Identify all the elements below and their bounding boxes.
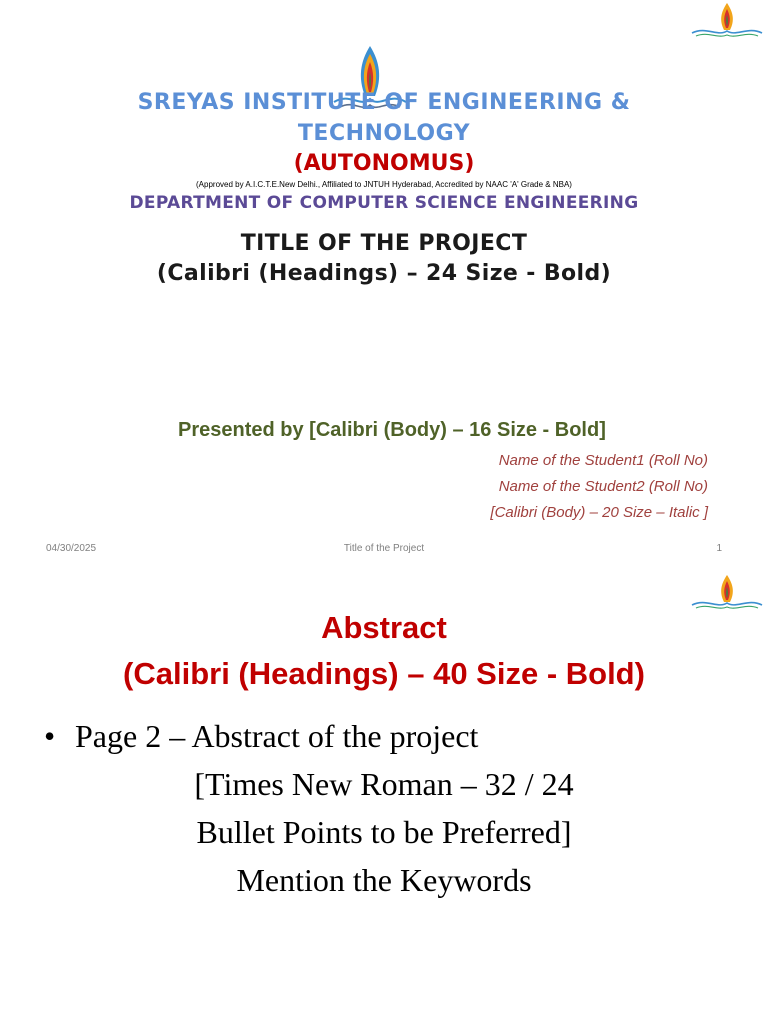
footer-date: 04/30/2025 xyxy=(46,543,97,554)
student-name-2: Name of the Student2 (Roll No) xyxy=(498,478,708,495)
presented-by-heading: Presented by [Calibri (Body) – 16 Size - Bold] xyxy=(178,419,606,441)
institute-name-line2: TECHNOLOGY xyxy=(297,121,471,146)
approval-text: (Approved by A.I.C.T.E.New Delhi., Affiliated to JNTUH Hyderabad, Accredited by NAAC 'A' Grade & NBA) xyxy=(196,180,572,189)
project-title-format-note: (Calibri (Headings) – 24 Size - Bold) xyxy=(156,261,612,286)
institute-name-line1: SREYAS INSTITUTE OF ENGINEERING & xyxy=(137,90,631,115)
footer-page-number: 1 xyxy=(716,543,722,554)
abstract-title: Abstract xyxy=(321,610,447,645)
student-name-1: Name of the Student1 (Roll No) xyxy=(498,452,708,469)
slide-2 xyxy=(0,566,768,1024)
department-name: DEPARTMENT OF COMPUTER SCIENCE ENGINEERING xyxy=(129,193,639,213)
abstract-body-line-4: Mention the Keywords xyxy=(236,862,532,898)
bullet-point: • xyxy=(44,718,56,754)
abstract-body-line-2: [Times New Roman – 32 / 24 xyxy=(194,766,574,802)
autonomous-label: (AUTONOMUS) xyxy=(293,151,475,176)
abstract-body-line-3: Bullet Points to be Preferred] xyxy=(196,814,572,850)
project-title: TITLE OF THE PROJECT xyxy=(240,231,528,256)
footer-title: Title of the Project xyxy=(343,543,425,554)
student-format-note: [Calibri (Body) – 20 Size – Italic ] xyxy=(490,504,708,521)
abstract-body-line-1: Page 2 – Abstract of the project xyxy=(75,718,479,754)
abstract-title-format-note: (Calibri (Headings) – 40 Size - Bold) xyxy=(123,656,645,691)
institute-lamp-logo-icon xyxy=(686,0,768,40)
